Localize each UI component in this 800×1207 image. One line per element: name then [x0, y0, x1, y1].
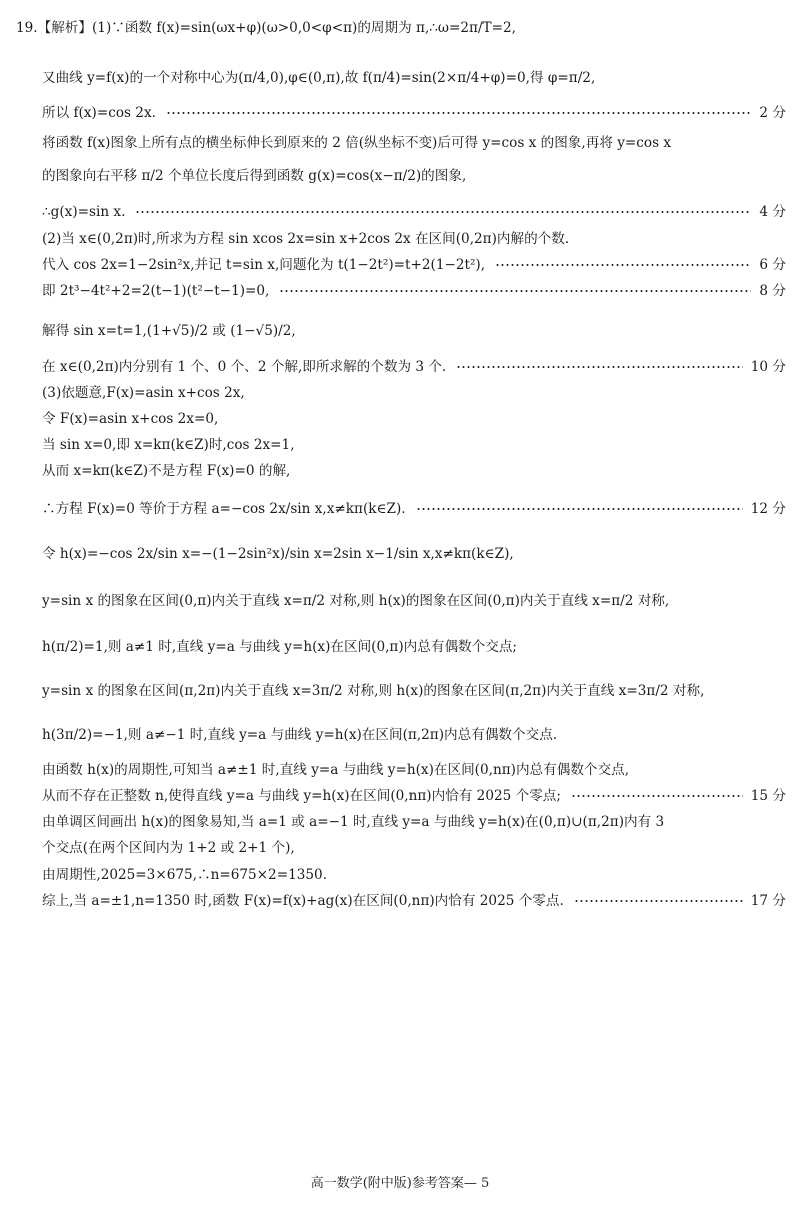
solution-line-scored: [42, 256, 786, 274]
line-text: 解得 sin x=t=1,(1+√5)/2 或 (1−√5)/2,: [42, 323, 296, 339]
line-text: 由函数 h(x)的周期性,可知当 a≠±1 时,直线 y=a 与曲线 y=h(x)在区间(0,nπ)内总有偶数个交点,: [42, 762, 630, 778]
line-text: h(3π/2)=−1,则 a≠−1 时,直线 y=a 与曲线 y=h(x)在区间(π,2π)内总有偶数个交点.: [42, 727, 558, 743]
score-label: 15 分: [750, 788, 786, 804]
solution-line-scored: [42, 892, 786, 910]
line-text: y=sin x 的图象在区间(0,π)内关于直线 x=π/2 对称,则 h(x)的图象在区间(0,π)内关于直线 x=π/2 对称,: [42, 593, 670, 609]
line-text: 由单调区间画出 h(x)的图象易知,当 a=1 或 a=−1 时,直线 y=a 与曲线 y=h(x)在(0,π)∪(π,2π)内有 3: [42, 814, 665, 830]
solution-line-scored: [42, 282, 786, 300]
line-text: 代入 cos 2x=1−2sin²x,并记 t=sin x,问题化为 t(1−2t²)=t+2(1−2t²),: [42, 257, 486, 273]
line-text: (2)当 x∈(0,2π)时,所求为方程 sin xcos 2x=sin x+2cos 2x 在区间(0,2π)内解的个数.: [42, 231, 570, 247]
solution-line: [42, 462, 786, 480]
line-text: 将函数 f(x)图象上所有点的横坐标伸长到原来的 2 倍(纵坐标不变)后可得 y=cos x 的图象,再将 y=cos x: [42, 135, 672, 151]
solution-line: [42, 813, 786, 831]
line-text: 即 2t³−4t²+2=2(t−1)(t²−t−1)=0,: [42, 283, 270, 299]
score-label: 12 分: [750, 501, 786, 517]
solution-line-scored: [42, 787, 786, 805]
line-text: 所以 f(x)=cos 2x.: [42, 105, 156, 121]
line-text: 从而 x=kπ(k∈Z)不是方程 F(x)=0 的解,: [42, 463, 291, 479]
score-label: 6 分: [759, 257, 786, 273]
solution-line: [42, 69, 786, 87]
line-text: 的图象向右平移 π/2 个单位长度后得到函数 g(x)=cos(x−π/2)的图象,: [42, 168, 467, 184]
line-text: 由周期性,2025=3×675,∴n=675×2=1350.: [42, 867, 328, 883]
solution-line-scored: [42, 500, 786, 518]
leader-dots: [279, 289, 751, 293]
solution-line: [42, 322, 786, 340]
solution-line: [42, 761, 786, 779]
solution-line: [42, 682, 786, 700]
leader-dots: [456, 365, 743, 369]
leader-dots: [574, 899, 743, 903]
solution-line: [42, 638, 786, 656]
leader-dots: [416, 507, 743, 511]
line-text: (3)依题意,F(x)=asin x+cos 2x,: [42, 385, 245, 401]
score-label: 4 分: [759, 204, 786, 220]
line-text: ∴方程 F(x)=0 等价于方程 a=−cos 2x/sin x,x≠kπ(k∈Z).: [42, 501, 406, 517]
solution-line: [42, 384, 786, 402]
solution-line-scored: [42, 104, 786, 122]
line-text: 当 sin x=0,即 x=kπ(k∈Z)时,cos 2x=1,: [42, 437, 295, 453]
line-text: 从而不存在正整数 n,使得直线 y=a 与曲线 y=h(x)在区间(0,nπ)内恰有 2025 个零点;: [42, 788, 561, 804]
solution-line: [42, 839, 786, 857]
solution-line: [42, 230, 786, 248]
solution-line-scored: [42, 358, 786, 376]
line-text: 令 h(x)=−cos 2x/sin x=−(1−2sin²x)/sin x=2sin x−1/sin x,x≠kπ(k∈Z),: [42, 546, 514, 562]
solution-line: [42, 436, 786, 454]
solution-heading-line: [16, 19, 786, 37]
line-text: y=sin x 的图象在区间(π,2π)内关于直线 x=3π/2 对称,则 h(x)的图象在区间(π,2π)内关于直线 x=3π/2 对称,: [42, 683, 705, 699]
line-text: 综上,当 a=±1,n=1350 时,函数 F(x)=f(x)+ag(x)在区间(0,nπ)内恰有 2025 个零点.: [42, 893, 564, 909]
solution-line-scored: [42, 203, 786, 221]
line-text: 又曲线 y=f(x)的一个对称中心为(π/4,0),φ∈(0,π),故 f(π/4)=sin(2×π/4+φ)=0,得 φ=π/2,: [42, 70, 596, 86]
line-text: ∴g(x)=sin x.: [42, 204, 126, 220]
line-text: 令 F(x)=asin x+cos 2x=0,: [42, 411, 219, 427]
solution-line: [42, 866, 786, 884]
leader-dots: [571, 794, 743, 798]
solution-line: [42, 134, 786, 152]
leader-dots: [166, 111, 751, 115]
score-label: 8 分: [759, 283, 786, 299]
solution-line: [42, 545, 786, 563]
solution-line: [42, 167, 786, 185]
page-footer: 高一数学(附中版)参考答案— 5: [310, 1176, 490, 1191]
line-text: 在 x∈(0,2π)内分别有 1 个、0 个、2 个解,即所求解的个数为 3 个.: [42, 359, 447, 375]
score-label: 10 分: [750, 359, 786, 375]
leader-dots: [495, 263, 751, 267]
leader-dots: [135, 210, 751, 214]
solution-line: [42, 726, 786, 744]
solution-line: [42, 592, 786, 610]
line-text: 19.【解析】(1)∵函数 f(x)=sin(ωx+φ)(ω>0,0<φ<π)的周期为 π,∴ω=2π/T=2,: [16, 20, 516, 36]
line-text: h(π/2)=1,则 a≠1 时,直线 y=a 与曲线 y=h(x)在区间(0,π)内总有偶数个交点;: [42, 639, 518, 655]
line-text: 个交点(在两个区间内为 1+2 或 2+1 个),: [42, 840, 295, 856]
solution-line: [42, 410, 786, 428]
score-label: 17 分: [750, 893, 786, 909]
score-label: 2 分: [759, 105, 786, 121]
